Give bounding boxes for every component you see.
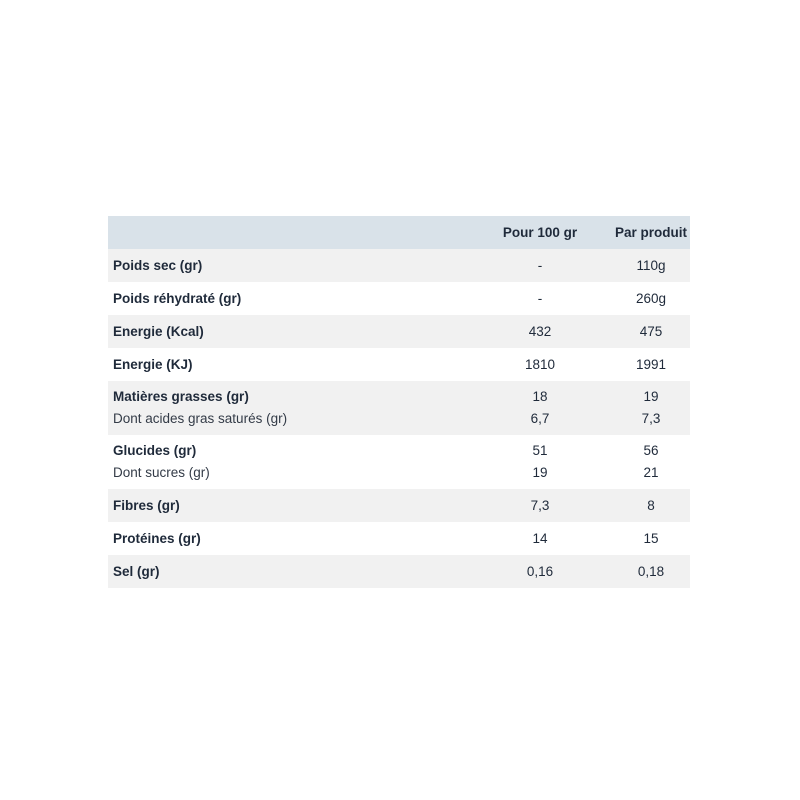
table-header [108,216,690,249]
row-product-cell [612,348,690,381]
table-row-energie-kj [108,348,690,381]
table-body [108,249,690,588]
row-product-cell [612,522,690,555]
row-per100-cell [468,555,612,588]
row-product-cell [612,435,690,489]
table-row-poids-sec [108,249,690,282]
row-per100-value: - [537,257,543,273]
row-per100-cell [468,381,612,435]
row-sub-label: Dont acides gras saturés (gr) [113,411,288,426]
row-label-cell [108,315,468,348]
row-label: Energie (Kcal) [113,323,204,339]
row-label-cell [108,381,468,435]
row-label-cell [108,435,468,489]
row-per100-cell [468,282,612,315]
row-product-cell [612,315,690,348]
row-per100-cell [468,315,612,348]
row-per100-cell [468,522,612,555]
row-sub-per100-value: 19 [532,465,548,480]
row-per100-value: - [537,290,543,306]
table-row-energie-kcal [108,315,690,348]
row-label-cell [108,249,468,282]
row-sub-label: Dont sucres (gr) [113,465,210,480]
row-per100-cell [468,348,612,381]
table-row-matieres-grasses [108,381,690,435]
row-per100-value: 7,3 [530,497,550,513]
row-product-value: 15 [643,530,659,546]
row-label-cell [108,282,468,315]
row-product-value: 475 [639,323,663,339]
row-product-value: 0,18 [637,563,665,579]
row-product-cell [612,555,690,588]
row-product-cell [612,489,690,522]
row-per100-value: 1810 [524,356,556,372]
row-product-cell [612,282,690,315]
row-per100-cell [468,249,612,282]
table-row-poids-rehydrate [108,282,690,315]
table-row-proteines [108,522,690,555]
row-per100-value: 432 [528,323,552,339]
row-product-value: 1991 [635,356,667,372]
row-per100-cell [468,489,612,522]
row-product-value: 260g [635,290,667,306]
row-product-value: 8 [647,497,655,513]
row-product-value: 110g [636,257,666,273]
table-row-glucides [108,435,690,489]
row-per100-value: 51 [532,443,548,458]
row-product-cell [612,381,690,435]
row-label: Protéines (gr) [113,530,201,546]
header-row [108,216,690,249]
row-product-value: 19 [643,389,659,404]
row-sub-product-value: 21 [643,465,659,480]
row-label: Matières grasses (gr) [113,389,249,404]
row-per100-cell [468,435,612,489]
row-label: Poids réhydraté (gr) [113,290,242,306]
row-label: Glucides (gr) [113,443,197,458]
header-per-100g: Pour 100 gr [468,216,612,249]
row-label: Sel (gr) [113,563,160,579]
row-label-cell [108,522,468,555]
row-per100-value: 18 [532,389,548,404]
nutrition-table [108,216,690,588]
row-product-value: 56 [643,443,659,458]
row-per100-value: 0,16 [526,563,554,579]
row-label: Fibres (gr) [113,497,180,513]
header-per-product: Par produit [612,216,690,249]
table-row-sel [108,555,690,588]
row-label-cell [108,489,468,522]
row-product-cell [612,249,690,282]
row-per100-value: 14 [532,530,548,546]
row-label: Poids sec (gr) [113,257,203,273]
row-label-cell [108,348,468,381]
row-sub-product-value: 7,3 [641,411,661,426]
row-label: Energie (KJ) [113,356,193,372]
header-label-column [108,216,468,249]
row-label-cell [108,555,468,588]
table-row-fibres [108,489,690,522]
row-sub-per100-value: 6,7 [530,411,550,426]
